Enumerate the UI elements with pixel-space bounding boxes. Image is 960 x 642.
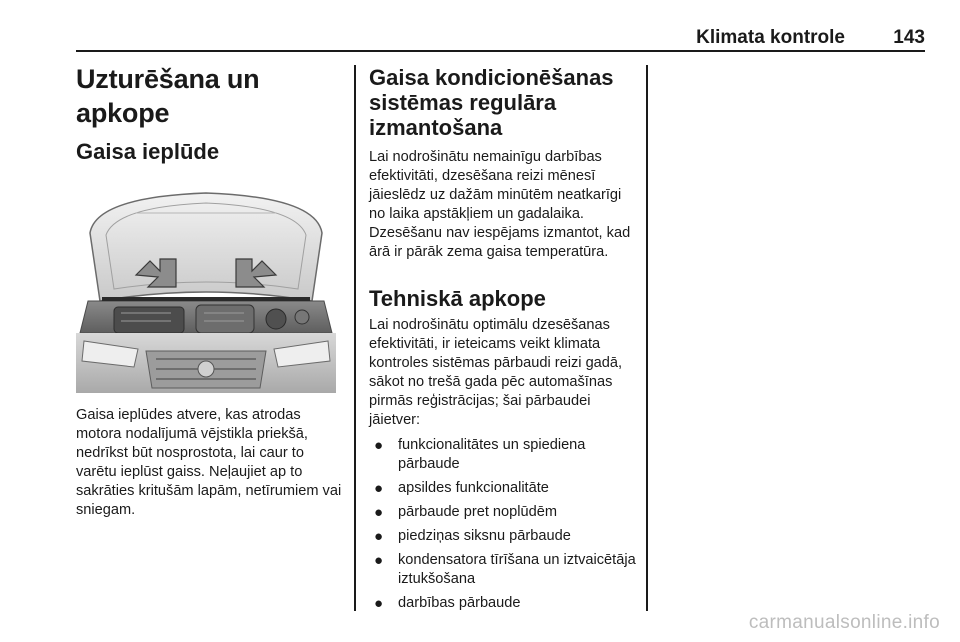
list-item [369,436,639,474]
service-text: Lai nodrošinātu optimālu dzesēšanas efektivitāti, ir ieteicams veikt klimata kontroles sistēmas pārbaudi reizi gadā, sākot no trešā gada pēc automašīnas pirmās reģistrācijas; šai pārbaudei jāietver: [369,317,623,428]
left-column [76,62,346,520]
page-number: 143 [893,27,925,48]
list-item [369,479,639,498]
bullet-icon: ● [374,504,384,521]
bullet-icon: ● [374,552,384,569]
intake-description: Gaisa ieplūdes atvere, kas atrodas motora nodalījumā vējstikla priekšā, nedrīkst būt nosprostota, lai caur to varētu ieplūst gaiss. Neļaujiet ap to sakrāties kritušām lapām, netīrumiem vai sniegam. [76,407,342,518]
header-rule [76,50,925,52]
ac-usage-text: Lai nodrošinātu nemainīgu darbības efektivitāti, dzesēšana reizi mēnesī jāieslēdz uz dažām minūtēm neatkarīgi no laika apstākļiem un gadalaika. Dzesēšanu nav iespējams izmantot, kad ārā ir pārāk zema gaisa temperatūra. [369,149,631,260]
subsection-title: Gaisa ieplūde [76,139,220,164]
service-title: Tehniskā apkope [369,286,546,311]
bullet-icon: ● [374,437,384,454]
watermark: carmanualsonline.info [748,612,940,633]
section-title: Uzturēšana un apkope [76,64,260,128]
list-item [369,503,639,522]
list-item [369,551,639,589]
engine-bay-figure [76,183,336,393]
column-divider-left [354,65,356,611]
list-item [369,527,639,546]
list-item-text: kondensatora tīrīšana un iztvaicētāja iztukšošana [398,552,636,587]
list-item-text: piedziņas siksnu pārbaude [398,528,571,544]
bullet-icon: ● [374,480,384,497]
engine-bay-illustration [76,183,336,393]
ac-usage-title: Gaisa kondicionēšanas sistēmas regulāra izmantošana [369,65,614,140]
chapter-title: Klimata kontrole [696,27,845,48]
column-divider-right [646,65,648,611]
bullet-icon: ● [374,595,384,612]
service-checklist [369,436,639,613]
list-item [369,594,639,613]
list-item-text: darbības pārbaude [398,595,521,611]
bullet-icon: ● [374,528,384,545]
list-item-text: pārbaude pret noplūdēm [398,504,558,520]
list-item-text: funkcionalitātes un spiediena pārbaude [398,437,586,472]
middle-column [369,62,639,618]
list-item-text: apsildes funkcionalitāte [398,480,549,496]
